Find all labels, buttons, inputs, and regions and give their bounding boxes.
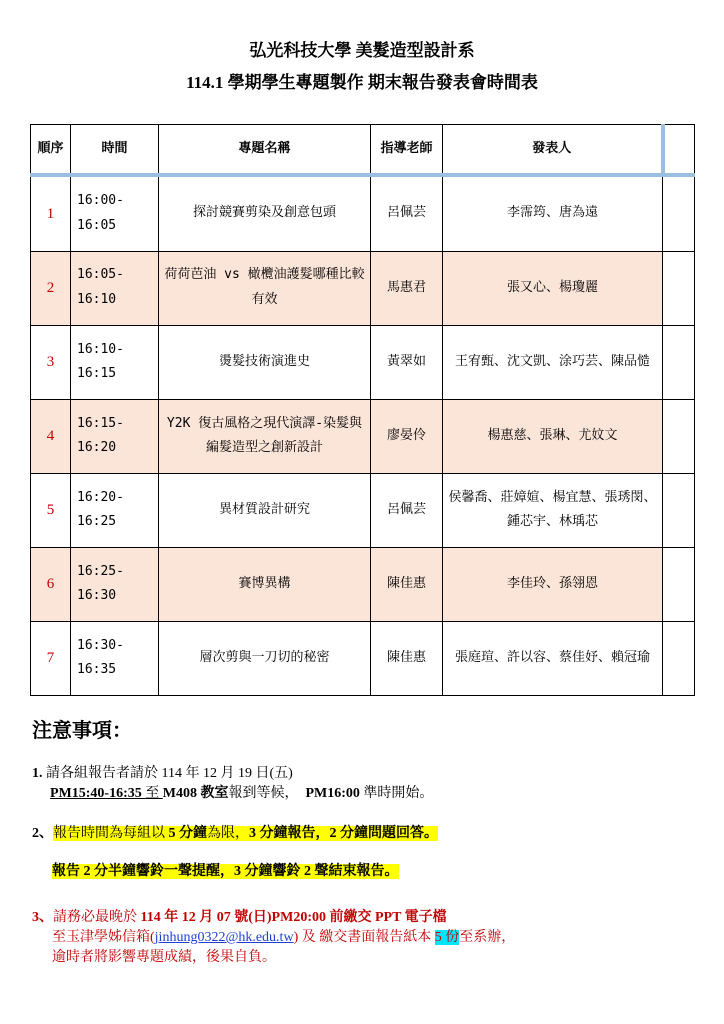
note-3-a: 請務必最晚於 — [53, 910, 141, 925]
note-2-number: 2、 — [32, 826, 53, 841]
blank-cell — [663, 175, 695, 251]
note-3-g: 逾時者將影響專題成績，後果自負。 — [52, 950, 276, 965]
note-1-start: PM16:00 — [305, 786, 360, 801]
table-row — [31, 399, 695, 473]
row-number: 6 — [31, 547, 71, 621]
email-link[interactable]: jinhung0322@hk.edu.tw — [154, 930, 294, 945]
row-presenters: 楊惠慈、張琳、尤妏文 — [443, 399, 663, 473]
blank-cell — [663, 399, 695, 473]
row-topic: 燙髮技術演進史 — [159, 325, 371, 399]
blank-cell — [663, 473, 695, 547]
note-1-number: 1. — [32, 766, 43, 781]
col-header-order: 順序 — [31, 125, 71, 176]
row-time: 16:30-16:35 — [71, 621, 159, 695]
col-header-presenters: 發表人 — [443, 125, 663, 176]
note-1-start-suffix: 準時開始。 — [359, 786, 434, 801]
row-advisor: 陳佳惠 — [371, 547, 443, 621]
note-1-time-range: PM15:40-16:35 — [50, 786, 146, 801]
note-1-room: M408 — [162, 786, 197, 801]
row-time: 16:05-16:10 — [71, 251, 159, 325]
table-row — [31, 621, 695, 695]
row-time: 16:10-16:15 — [71, 325, 159, 399]
row-time: 16:20-16:25 — [71, 473, 159, 547]
row-time: 16:00-16:05 — [71, 175, 159, 251]
row-presenters: 張又心、楊瓊麗 — [443, 251, 663, 325]
note-1-to: 至 — [145, 786, 163, 801]
note-3-d: ) 及 繳交書面報告紙本 — [293, 930, 435, 945]
col-header-time: 時間 — [71, 125, 159, 176]
row-topic: Y2K 復古風格之現代演譯-染髮與編髮造型之創新設計 — [159, 399, 371, 473]
page-subtitle: 114.1 學期學生專題製作 期末報告發表會時間表 — [186, 73, 538, 92]
note-1 — [32, 764, 433, 804]
row-advisor: 廖晏伶 — [371, 399, 443, 473]
note-2 — [32, 824, 438, 882]
row-advisor: 呂佩芸 — [371, 175, 443, 251]
row-advisor: 呂佩芸 — [371, 473, 443, 547]
page-title: 弘光科技大學 美髮造型設計系 — [249, 41, 475, 60]
blank-cell — [663, 547, 695, 621]
note-2-d: 3 分鐘報告，2 分鐘問題回答。 — [249, 826, 438, 841]
row-presenters: 李霈筠、唐為遠 — [443, 175, 663, 251]
row-presenters: 王宥甄、沈文凱、涂巧芸、陳品慥 — [443, 325, 663, 399]
table-row — [31, 175, 695, 251]
row-topic: 異材質設計研究 — [159, 473, 371, 547]
row-topic: 賽博異構 — [159, 547, 371, 621]
col-header-advisor: 指導老師 — [371, 125, 443, 176]
note-3-copies: 5 份 — [434, 930, 460, 945]
note-2-c: 為限， — [207, 826, 249, 841]
note-1-report: 報到等候， — [228, 786, 299, 801]
row-presenters: 侯馨喬、莊嫜媗、楊宜慧、張琇閔、鍾芯宇、林瑀芯 — [443, 473, 663, 547]
blank-cell — [663, 125, 695, 176]
blank-cell — [663, 621, 695, 695]
row-topic: 探討競賽剪染及創意包頭 — [159, 175, 371, 251]
note-3-number: 3、 — [32, 910, 53, 925]
note-3 — [32, 908, 515, 968]
schedule-table — [30, 124, 695, 696]
table-row — [31, 251, 695, 325]
row-topic: 荷荷芭油 vs 橄欖油護髮哪種比較有效 — [159, 251, 371, 325]
note-2-e: 報告 2 分半鐘響鈴一聲提醒，3 分鐘響鈴 2 聲結束報告。 — [52, 864, 399, 879]
note-2-a: 報告時間為每組以 — [53, 826, 169, 841]
table-row — [31, 547, 695, 621]
row-time: 16:15-16:20 — [71, 399, 159, 473]
row-number: 2 — [31, 251, 71, 325]
row-number: 3 — [31, 325, 71, 399]
row-number: 4 — [31, 399, 71, 473]
note-1-room-suffix: 教室 — [196, 786, 229, 801]
table-row — [31, 473, 695, 547]
row-presenters: 李佳玲、孫翎恩 — [443, 547, 663, 621]
row-time: 16:25-16:30 — [71, 547, 159, 621]
blank-cell — [663, 251, 695, 325]
note-1-line1: 請各組報告者請於 114 年 12 月 19 日(五) — [46, 766, 293, 781]
notes-heading: 注意事項： — [32, 718, 132, 742]
note-3-c: 至玉津學姊信箱( — [52, 930, 155, 945]
note-2-b: 5 分鐘 — [168, 826, 207, 841]
row-presenters: 張庭瑄、許以容、蔡佳妤、賴冠瑜 — [443, 621, 663, 695]
row-number: 5 — [31, 473, 71, 547]
col-header-topic: 專題名稱 — [159, 125, 371, 176]
row-topic: 層次剪與一刀切的秘密 — [159, 621, 371, 695]
row-advisor: 馬惠君 — [371, 251, 443, 325]
row-advisor: 陳佳惠 — [371, 621, 443, 695]
blank-cell — [663, 325, 695, 399]
row-number: 7 — [31, 621, 71, 695]
note-3-b: 114 年 12 月 07 號(日)PM20:00 前繳交 PPT 電子檔 — [140, 910, 447, 925]
row-advisor: 黃翠如 — [371, 325, 443, 399]
table-row — [31, 325, 695, 399]
table-header-row — [31, 125, 695, 176]
row-number: 1 — [31, 175, 71, 251]
note-3-f: 至系辦， — [459, 930, 516, 945]
